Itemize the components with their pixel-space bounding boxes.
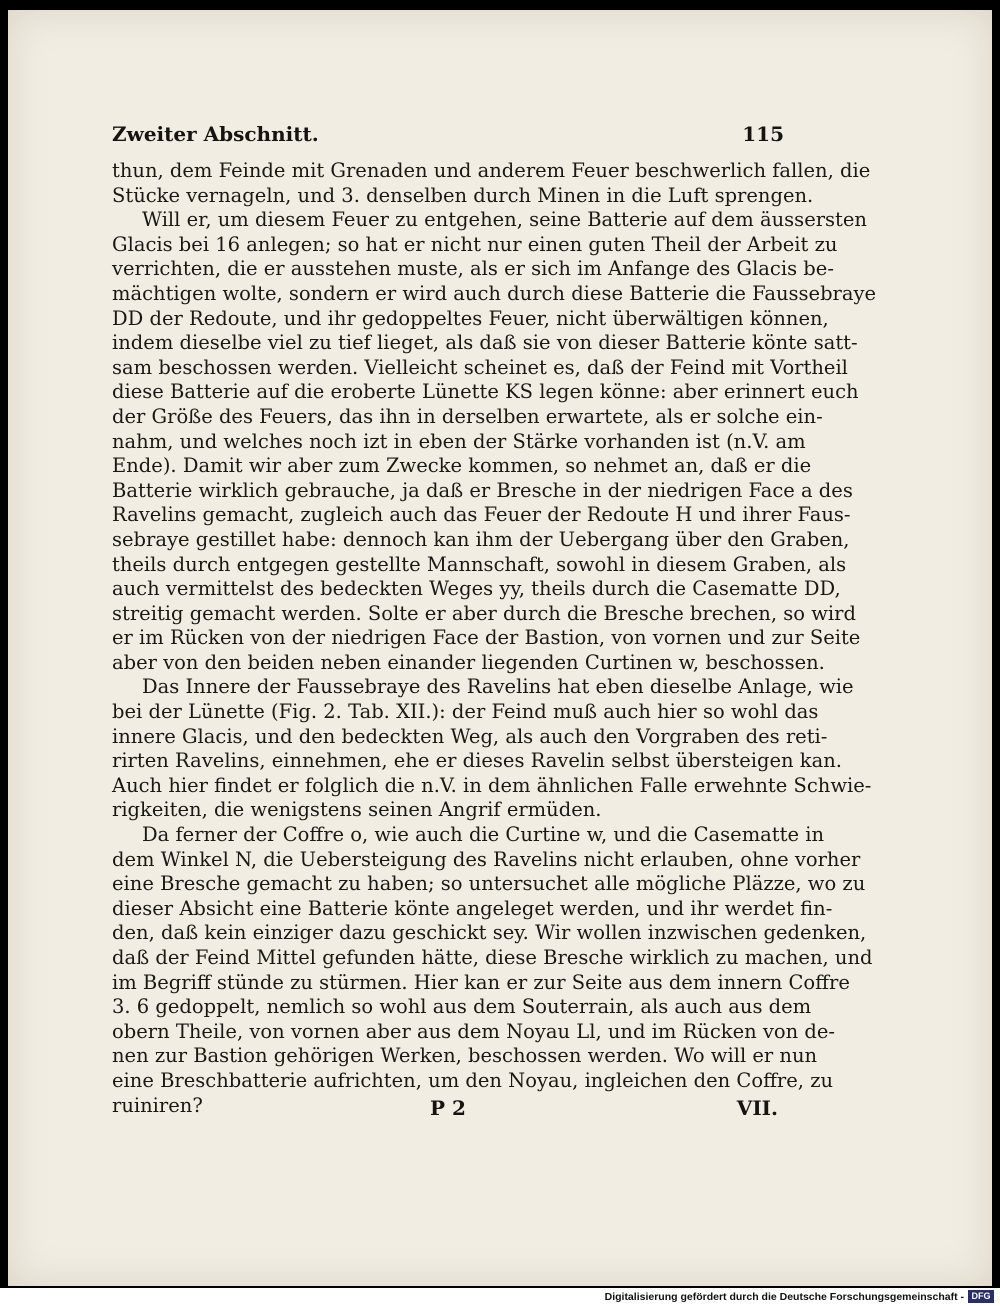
text-line: mächtigen wolte, sondern er wird auch durch diese Batterie die Faussebraye <box>112 281 877 305</box>
text-line: nen zur Bastion gehörigen Werken, beschossen werden. Wo will er nun <box>112 1044 818 1068</box>
dfg-logo-icon: DFG <box>968 1290 994 1303</box>
text-line: Ende). Damit wir aber zum Zwecke kommen, so nehmet an, daß er die <box>112 454 812 478</box>
text-line: streitig gemacht werden. Solte er aber durch die Bresche brechen, so wird <box>112 601 856 625</box>
text-line: sebraye gestillet habe: dennoch kan ihm der Uebergang über den Graben, <box>112 527 850 551</box>
text-line: innere Glacis, und den bedeckten Weg, als auch den Vorgraben des reti- <box>112 724 828 748</box>
text-line: er im Rücken von der niedrigen Face der Bastion, von vornen und zur Seite <box>112 626 861 650</box>
text-line: theils durch entgegen gestellte Mannschaft, sowohl in diesem Graben, als <box>112 552 847 576</box>
text-line: verrichten, die er ausstehen muste, als er sich im Anfange des Glacis be- <box>112 257 834 281</box>
text-line: daß der Feind Mittel gefunden hätte, diese Bresche wirklich zu machen, und <box>112 946 873 969</box>
page-footer <box>112 1090 778 1120</box>
text-line: Da ferner der Coffre o, wie auch die Curtine w, und die Casematte in <box>142 823 825 847</box>
text-line: aber von den beiden neben einander liegenden Curtinen w, beschossen. <box>112 650 825 674</box>
text-line: den, daß kein einziger dazu geschickt sey. Wir wollen inzwischen gedenken, <box>112 921 867 945</box>
paragraph <box>112 823 873 1118</box>
paragraph <box>112 159 871 208</box>
running-header <box>112 122 784 150</box>
text-line: sam beschossen werden. Vielleicht scheinet es, daß der Feind mit Vortheil <box>112 355 848 379</box>
text-line: 3. 6 gedoppelt, nemlich so wohl aus dem Souterrain, als auch aus dem <box>112 995 812 1019</box>
text-line: der Größe des Feuers, das ihn in derselben erwartete, als er solche ein- <box>112 404 823 428</box>
text-line: dem Winkel N, die Uebersteigung des Ravelins nicht erlauben, ohne vorher <box>112 847 861 871</box>
text-line: ruiniren? <box>112 1093 203 1117</box>
section-title: Zweiter Abschnitt. <box>112 122 319 146</box>
text-line: nahm, und welches noch izt in eben der Stärke vorhanden ist (n.V. am <box>112 429 806 453</box>
page-number: 115 <box>742 122 784 146</box>
text-line: eine Breschbatterie aufrichten, um den Noyau, ingleichen den Coffre, zu <box>112 1068 834 1092</box>
text-line: Stücke vernageln, und 3. denselben durch Minen in die Luft sprengen. <box>112 183 814 207</box>
text-line: DD der Redoute, und ihr gedoppeltes Feuer, nicht überwältigen können, <box>112 306 829 330</box>
text-line: rigkeiten, die wenigstens seinen Angrif ermüden. <box>112 798 602 822</box>
paragraph <box>112 675 872 823</box>
text-line: eine Bresche gemacht zu haben; so untersuchet alle mögliche Pläzze, wo zu <box>112 872 866 896</box>
text-line: im Begriff stünde zu stürmen. Hier kan er zur Seite aus dem innern Coffre <box>112 970 850 994</box>
text-line: Will er, um diesem Feuer zu entgehen, seine Batterie auf dem äussersten <box>142 208 867 232</box>
printer-signature: P 2 <box>430 1096 466 1120</box>
text-line: rirten Ravelins, einnehmen, ehe er dieses Ravelin selbst übersteigen kan. <box>112 749 843 773</box>
text-line: indem dieselbe viel zu tief lieget, als daß sie von dieser Batterie könte satt- <box>112 331 858 355</box>
text-line: dieser Absicht eine Batterie könte angeleget werden, und ihr werdet fin- <box>112 896 833 920</box>
funding-credit: Digitalisierung gefördert durch die Deutsche Forschungsgemeinschaft - <box>604 1291 964 1303</box>
text-line: Auch hier findet er folglich die n.V. in dem ähnlichen Falle erwehnte Schwie- <box>112 773 872 797</box>
catchword: VII. <box>736 1096 778 1120</box>
paragraph <box>112 208 877 675</box>
text-line: Ravelins gemacht, zugleich auch das Feuer der Redoute H und ihrer Faus- <box>112 503 851 527</box>
text-line: Glacis bei 16 anlegen; so hat er nicht nur einen guten Theil der Arbeit zu <box>112 232 838 256</box>
text-line: Batterie wirklich gebrauche, ja daß er Bresche in der niedrigen Face a des <box>112 478 853 502</box>
text-line: auch vermittelst des bedeckten Weges yy, theils durch die Casematte DD, <box>112 577 841 601</box>
text-line: diese Batterie auf die eroberte Lünette KS legen könne: aber erinnert euch <box>112 380 859 404</box>
text-line: obern Theile, von vornen aber aus dem Noyau Ll, und im Rücken von de- <box>112 1019 835 1043</box>
body-text <box>112 159 877 1118</box>
text-line: Das Innere der Faussebraye des Ravelins hat eben dieselbe Anlage, wie <box>142 675 854 699</box>
text-line: thun, dem Feinde mit Grenaden und anderem Feuer beschwerlich fallen, die <box>112 159 871 182</box>
text-line: bei der Lünette (Fig. 2. Tab. XII.): der Feind muß auch hier so wohl das <box>112 700 819 724</box>
